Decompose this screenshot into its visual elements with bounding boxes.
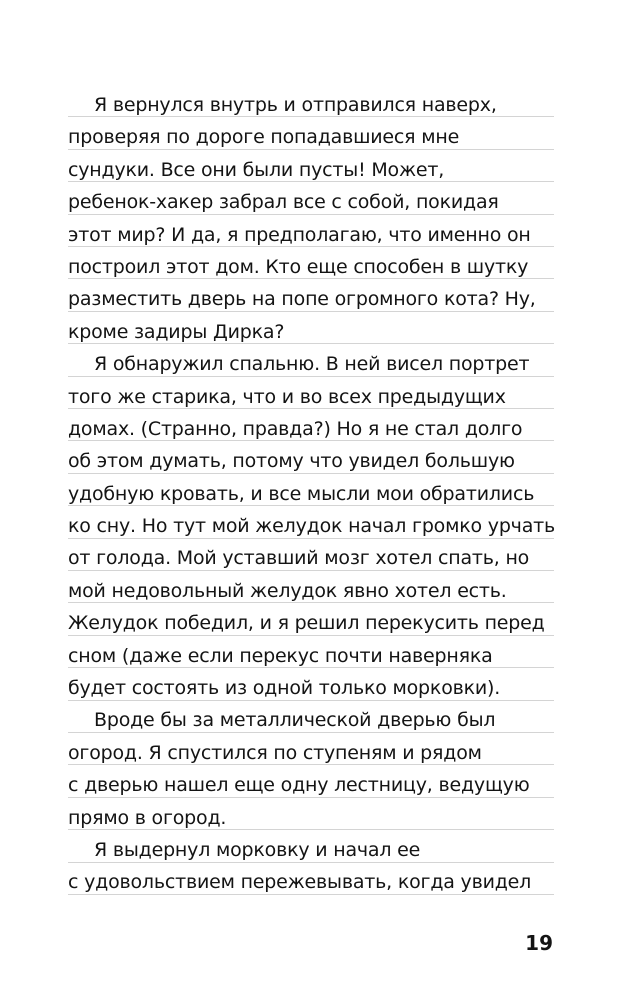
text-line: сундуки. Все они были пусты! Может, [68,158,445,181]
text-line: этот мир? И да, я предполагаю, что именно он [68,223,531,246]
text-line: того же старика, что и во всех предыдущих [68,385,506,408]
text-line: Желудок победил, и я решил перекусить перед [68,612,545,635]
page-number: 19 [525,931,553,955]
text-line: домах. (Странно, правда?) Но я не стал долго [68,417,523,440]
body-text [68,89,554,899]
text-line: от голода. Мой уставший мозг хотел спать, но [68,547,530,570]
text-line: огород. Я спустился по ступеням и рядом [68,741,482,764]
text-line: об этом думать, потому что увидел большую [68,450,515,473]
text-line: проверяя по дороге попадавшиеся мне [68,126,460,149]
text-line: будет состоять из одной только морковки). [68,677,501,700]
text-line: мой недовольный желудок явно хотел есть. [68,579,507,602]
text-line: Я вернулся внутрь и отправился наверх, [94,94,497,116]
text-line: разместить дверь на попе огромного кота? Ну, [68,288,536,311]
text-line: ко сну. Но тут мой желудок начал громко урчать [68,515,556,538]
text-line: Я выдернул морковку и начал ее [94,838,421,861]
text-line: кроме задиры Дирка? [68,320,285,343]
text-line: удобную кровать, и все мысли мои обратились [68,482,535,505]
text-line: с удовольствием пережевывать, когда увидел [68,871,532,894]
text-line: Я обнаружил спальню. В ней висел портрет [94,353,530,376]
text-line: сном (даже если перекус почти наверняка [68,644,493,667]
text-line: ребенок-хакер забрал все с собой, покидая [68,191,499,214]
text-line: Вроде бы за металлической дверью был [94,709,496,732]
text-line: построил этот дом. Кто еще способен в шутку [68,255,529,278]
text-line: с дверью нашел еще одну лестницу, ведущую [68,774,530,797]
text-line: прямо в огород. [68,806,227,829]
